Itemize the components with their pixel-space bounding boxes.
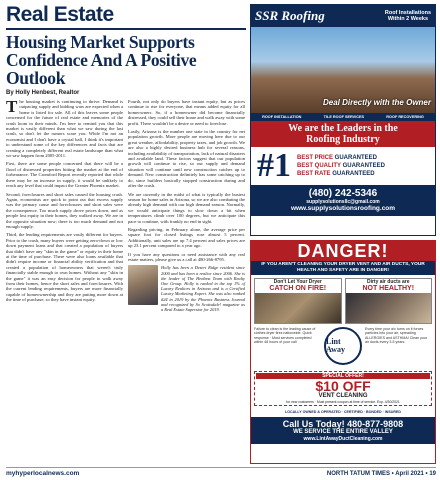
- trust-badges: LOCALLY OWNED & OPERATED · CERTIFIED · BONDED · INSURED: [285, 410, 401, 414]
- ssr-services-bar: [251, 113, 435, 121]
- article-column-1: [6, 99, 123, 312]
- danger-subtitle: IF YOU AREN'T CLEANING YOUR DRYER VENT AND AIR DUCTS, YOUR HEALTH AND SAFETY ARE IN DANGER!: [251, 261, 435, 275]
- ssr-phone[interactable]: (480) 242-5346: [308, 188, 378, 199]
- ads-column: [250, 4, 436, 464]
- headline-line-1: Housing Market Supports: [6, 32, 195, 52]
- paragraph: Fourth, not only do buyers have instant equity, but as prices continue to rise for everyone, that means added equity for all homeowners. So, if a homeowner did become financially distressed, they could sell their home and walk away with some profit. There wouldn't be a desire or need to foreclose.: [128, 99, 245, 126]
- paragraph: Third, the lending requirements are vastly different for buyers. Prior to the crash, many buyers were getting zero-down or low down payment loans and that created a population of buyers that didn't have any "skin in the game" or equity in their home at the time of purchase. There were also loans available that didn't require income or financial ability verification and that created a population of homeowners that weren't truly financially stable enough to own homes. Without any "skin in the game" it was an easy decision for people to walk away from their homes, hence the short sales and foreclosures. With the current lending requirements, buyers are more financially capable of homeownership and they are putting more down at the time of purchase, so they have instant equity.: [6, 232, 123, 303]
- air-duct-photo: [346, 293, 432, 323]
- guarantee-item: BEST PRICE GUARANTEED: [297, 155, 378, 161]
- lint-call-bar: [251, 417, 435, 444]
- lint-website[interactable]: www.LintAwayDuctCleaning.com: [303, 436, 383, 442]
- ssr-deal-text: Deal Directly with the Owner: [322, 98, 431, 107]
- author-box: [128, 265, 245, 312]
- ssr-logo: SSR Roofing: [255, 8, 325, 23]
- paragraph: If you have any questions or need assistance with any real estate matters, please give us a call at 480-266-8795.: [128, 251, 245, 262]
- paragraph: Second, foreclosures and short sales caused the housing crash. Again, economists are quick to point out that excess supply was the primary cause and foreclosures and short sales were the consequence. Too much supply drove prices down, and as people lost equity in their homes, they walked away. We are in the opposite situation now; there is too much demand and not enough supply.: [6, 191, 123, 229]
- dryer-vent-photo: [255, 293, 341, 323]
- ssr-website[interactable]: www.supplysolutionsroofing.com: [290, 205, 396, 212]
- air-duct-text: Every time your a/c turns on it forces particles into your air, spreading ALLERGIES and ASTHMA! Clean your air ducts every 3-5 years.: [365, 327, 428, 345]
- service-item: ROOF RECOVERING: [386, 115, 424, 119]
- headline-line-2: Confidence And A Positive Outlook: [6, 50, 197, 88]
- lint-away-ad[interactable]: [250, 240, 436, 464]
- lint-offer-row: [251, 368, 435, 409]
- footer-site[interactable]: myhyperlocalnews.com: [6, 470, 80, 477]
- article-columns: [6, 99, 246, 312]
- service-area: WE SERVICE THE ENTIRE VALLEY: [293, 429, 393, 435]
- author-photo: [128, 265, 158, 305]
- paragraph: Regarding pricing, in February alone, the average price per square foot for closed listings rose almost 5 percent. Additionally, unit sales are up 7.4 percent and sales prices are up 23.1 percent compared to a year ago.: [128, 226, 245, 249]
- paragraph: We are currently in the midst of what is typically the busiest season for home sales in Arizona, so we are also combating the already high demand with our high demand season. Normally, we would anticipate things to slow down a bit when temperatures climb over 100 degrees, but we anticipate this pace to continue, with frankly no end in sight.: [128, 191, 245, 224]
- ssr-tagline: Roof Installations Within 2 Weeks: [384, 9, 431, 22]
- service-item: ROOF INSTALLATION: [262, 115, 302, 119]
- special-offer-coupon[interactable]: SPECIAL OFFER! $10 OFF VENT CLEANING for new customers · Must present coupon at time of service. Exp. 4/30/2021: [254, 371, 432, 406]
- air-ducts-box: Dirty air ducts are NOT HEALTHY!: [345, 278, 433, 324]
- lint-away-logo: Lint Away: [324, 327, 362, 365]
- ssr-contact: [251, 185, 435, 216]
- guarantee-list: [297, 154, 385, 178]
- dryer-fire-box: Don't Let Your Dryer CATCH ON FIRE!: [254, 278, 342, 324]
- paragraph: Lastly, Arizona is the number one state in the country for net population growth. More people are moving here due to our great weather, affordability, property taxes, and job growth. We are also a highly desired business hub for several reasons, including availability of transportation, lack of natural disasters and available land. These factors suggest that our population growth will continue to rise, so our supply and demand situation will continue until new construction catches up to demand. New construction definitely has some catching up to do, since builders basically stopped construction during and after the crash.: [128, 129, 245, 189]
- ssr-promo: [251, 147, 435, 185]
- danger-title: DANGER!: [251, 241, 435, 261]
- footer-issue: NORTH TATUM TIMES • April 2021 • 19: [326, 470, 436, 477]
- service-item: TILE ROOF SERVICES: [323, 115, 365, 119]
- ssr-header: [251, 5, 435, 27]
- guarantee-item: BEST RATE GUARANTEED: [297, 171, 375, 177]
- ssr-email[interactable]: supplysolutionsllc@gmail.com: [306, 199, 380, 205]
- lint-phone[interactable]: Call Us Today! 480-877-9808: [282, 419, 404, 429]
- page-footer: [6, 467, 436, 479]
- author-bio: Holly has been a Desert Ridge resident since 2000 and has been a realtor since 2006. She is the leader of The Henbest Team with Realty One Group. Holly is ranked in the top 1% of Luxury Realtors in Arizona and is a Certified Luxury Marketing Expert. She was also ranked #24 in 2019 by the Phoenix Business Journal and recognized by So Scottsdale! magazine as a Real Estate Superstar for 2019.: [161, 265, 245, 312]
- paragraph: First, there are some people concerned that there will be a flood of distressed properties hitting the market at the end of forbearance. The Cromford Report recently reported that while there may be an increase in supply, it would be unlikely to reach any level that could impact the Greater Phoenix market.: [6, 161, 123, 189]
- section-title: Real Estate: [6, 4, 114, 26]
- article-column-2: [128, 99, 245, 312]
- ssr-leaders-banner: We are the Leaders in the Roofing Industry: [251, 121, 435, 147]
- guarantee-item: BEST QUALITY GUARANTEED: [297, 163, 385, 169]
- number-one-badge: #1: [257, 147, 291, 184]
- lint-middle: [251, 324, 435, 368]
- byline: By Holly Henbest, Realtor: [6, 90, 80, 96]
- dropcap: T: [6, 97, 18, 116]
- dryer-fire-text: Failure to clean is the leading cause of clothes dryer fires nationwide. Quick response · Most services completed within 48 hours of your call: [254, 327, 316, 345]
- ssr-roofing-ad[interactable]: [250, 4, 436, 236]
- section-rule: [6, 28, 246, 30]
- paragraph: The housing market is continuing to thrive. Demand is outpacing supply and bidding wars are expected when a home is listed for sale. All of this leaves some people concerned for the future of real estate and memories of the crash loom in their minds. I'm here to remind you that this market is vastly different than what we saw during the last crash, so don't let the rumors scare you. While I'm not an economist and I don't have a crystal ball, I think it's important to understand some of the key differences and facts that are creating a completely different real estate landscape than what we saw happen from 2005-2011.: [6, 97, 123, 159]
- roof-photo: [251, 27, 435, 113]
- real-estate-article: [6, 4, 246, 464]
- lint-boxes: [251, 275, 435, 324]
